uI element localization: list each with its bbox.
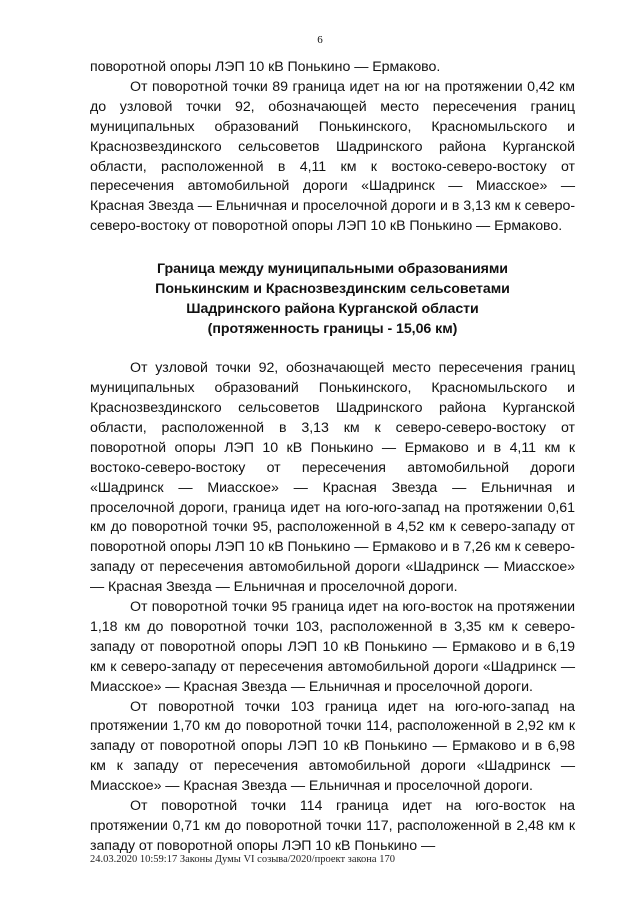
document-body	[90, 58, 575, 857]
paragraph-continuation: поворотной опоры ЛЭП 10 кВ Понькино — Ермаково.	[90, 59, 441, 75]
paragraph: От поворотной точки 89 граница идет на юг на протяжении 0,42 км до узловой точки 92, обозначающей место пересечения границ муниципальных образований Понькинского, Красномыльского и Краснозвездинского сельсоветов Шадринского района Курганской области, расположенной в 4,11 км к востоко-северо-востоку от пересечения автомобильной дороги «Шадринск — Миасское» — Красная Звезда — Ельничная и проселочной дороги и в 3,13 км к северо-северо-востоку от поворотной опоры ЛЭП 10 кВ Понькино — Ермаково.	[90, 78, 575, 235]
section-heading-length: (протяженность границы - 15,06 км)	[207, 321, 458, 338]
paragraph: От узловой точки 92, обозначающей место пересечения границ муниципальных образований Понькинского, Красномыльского и Краснозвездинского сельсоветов Шадринского района Курганской области, расположенной в 3,13 км к северо-северо-востоку от поворотной опоры ЛЭП 10 кВ Понькино — Ермаково и в 4,11 км к востоко-северо-востоку от пересечения автомобильной дороги «Шадринск — Миасское» — Красная Звезда — Ельничная и проселочной дороги, граница идет на юго-юго-запад на протяжении 0,61 км до поворотной точки 95, расположенной в 4,52 км к северо-западу от поворотной опоры ЛЭП 10 кВ Понькино — Ермаково и в 7,26 км к северо-западу от пересечения автомобильной дороги «Шадринск — Миасское» — Красная Звезда — Ельничная и проселочной дороги.	[90, 360, 575, 596]
section-heading-line: Понькинским и Краснозвездинским сельсоветами	[155, 281, 510, 298]
section-heading-line: Шадринского района Курганской области	[186, 301, 479, 318]
paragraph: От поворотной точки 103 граница идет на юго-юго-запад на протяжении 1,70 км до поворотной точки 114, расположенной в 2,92 км к западу от поворотной опоры ЛЭП 10 кВ Понькино — Ермаково и в 6,98 км к западу от пересечения автомобильной дороги «Шадринск — Миасское» — Красная Звезда — Ельничная и проселочной дороги.	[90, 698, 575, 795]
paragraph: От поворотной точки 114 граница идет на юго-восток на протяжении 0,71 км до поворотной точки 117, расположенной в 2,48 км к западу от поворотной опоры ЛЭП 10 кВ Понькино —	[90, 798, 575, 854]
section-heading	[90, 259, 575, 339]
paragraph: От поворотной точки 95 граница идет на юго-восток на протяжении 1,18 км до поворотной точки 103, расположенной в 3,35 км к северо-западу от поворотной опоры ЛЭП 10 кВ Понькино — Ермаково и в 6,19 км к северо-западу от пересечения автомобильной дороги «Шадринск — Миасское» — Красная Звезда — Ельничная и проселочной дороги.	[90, 599, 575, 695]
document-footer: 24.03.2020 10:59:17 Законы Думы VI созыва/2020/проект закона 170	[90, 854, 395, 865]
page-number: 6	[317, 34, 323, 46]
section-heading-line: Граница между муниципальными образованиями	[157, 261, 508, 278]
